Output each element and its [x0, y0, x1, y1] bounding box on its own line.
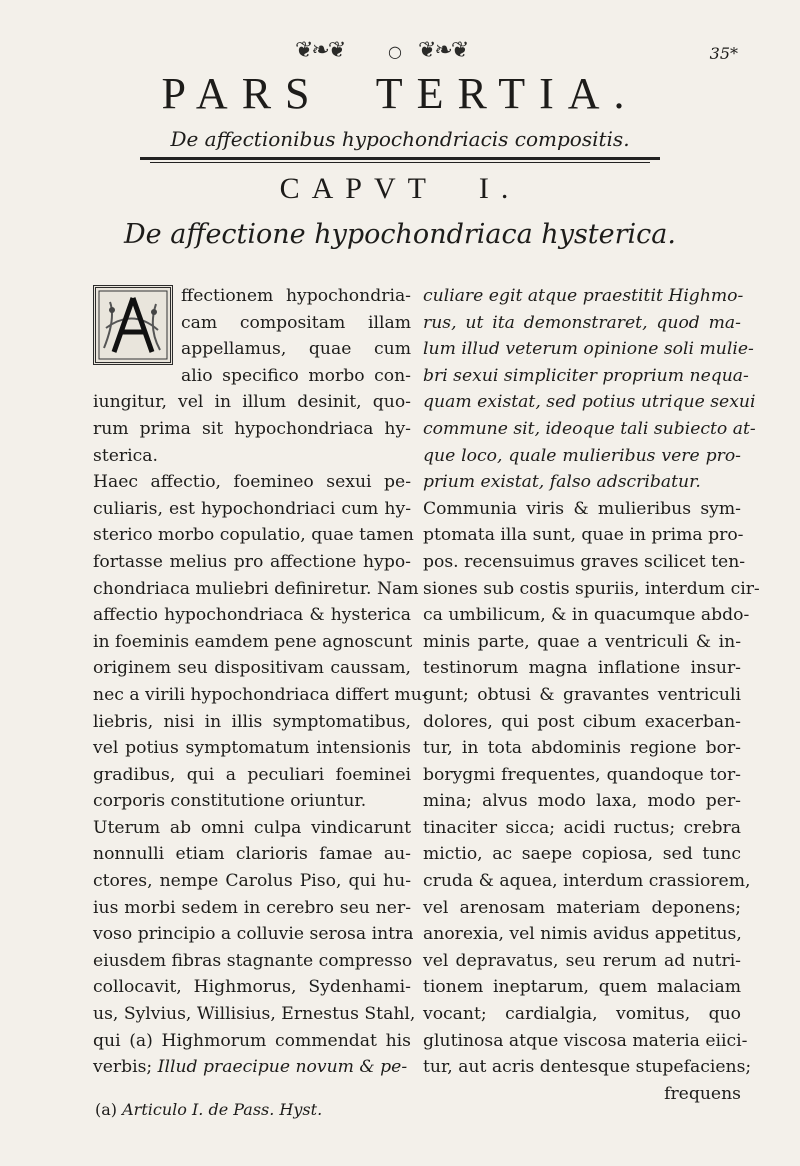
text-line: cruda & aquea, interdum crassiorem,: [423, 871, 751, 892]
text-line: vel arenosam materiam deponens;: [423, 897, 741, 918]
text-line: commune sit, ideoque tali subiecto at-: [423, 418, 756, 439]
text-line: vocant; cardialgia, vomitus, quo: [423, 1004, 741, 1025]
right-column-text: [423, 283, 760, 1107]
text-line: lum illud veterum opinione soli mulie-: [423, 339, 754, 360]
text-line: originem seu dispositivam caussam,: [93, 658, 411, 679]
text-line: ffectionem hypochondria-: [181, 286, 411, 306]
divider-rule-thick: [140, 157, 660, 160]
text-line: vel depravatus, seu rerum ad nutri-: [423, 950, 741, 971]
text-line: appellamus, quae cum: [181, 339, 411, 360]
text-line: Communia viris & mulieribus sym-: [423, 498, 741, 519]
text-line: ctores, nempe Carolus Piso, qui hu-: [93, 871, 411, 892]
chapter-heading: CAPVT I.: [279, 172, 521, 205]
text-line: tionem ineptarum, quem malaciam: [423, 977, 741, 998]
text-line: borygmi frequentes, quandoque tor-: [423, 764, 741, 785]
ornament-center-icon: ○: [388, 42, 400, 61]
text-line: tur, in tota abdominis regione bor-: [423, 738, 741, 759]
text-line: tinaciter sicca; acidi ructus; crebra: [423, 817, 741, 838]
text-line: anorexia, vel nimis avidus appetitus,: [423, 924, 742, 945]
text-line: voso principio a colluvie serosa intra: [93, 924, 414, 945]
ornament-right-icon: ❦❧❦: [418, 38, 468, 63]
text-line: sterica.: [93, 445, 158, 466]
text-line: mina; alvus modo laxa, modo per-: [423, 791, 741, 812]
text-line: vel potius symptomatum intensionis: [93, 738, 411, 759]
text-line: collocavit, Highmorus, Sydenhami-: [93, 977, 411, 998]
text-line: culiaris, est hypochondriaci cum hy-: [93, 498, 411, 519]
text-line: iungitur, vel in illum desinit, quo-: [93, 392, 411, 413]
ornament-left-icon: ❦❧❦: [295, 38, 345, 63]
text-line: sterico morbo copulatio, quae tamen: [93, 525, 414, 546]
text-line: tur, aut acris dentesque stupefaciens;: [423, 1057, 752, 1078]
text-line: nec a virili hypochondriaca differt mu-: [93, 684, 428, 705]
text-line: gradibus, qui a peculiari foeminei: [93, 764, 411, 785]
text-line: ius morbi sedem in cerebro seu ner-: [93, 897, 411, 918]
text-column-right: [423, 283, 760, 1107]
text-line: affectio hypochondriaca & hysterica: [93, 605, 411, 626]
part-title: PARS TERTIA.: [161, 69, 639, 118]
text-line: testinorum magna inflatione insur-: [423, 658, 741, 679]
text-line: frequens: [664, 1083, 741, 1104]
text-line: gunt; obtusi & gravantes ventriculi: [423, 684, 741, 705]
text-line: que loco, quale mulieribus vere pro-: [423, 445, 741, 466]
text-line: nonnulli etiam clarioris famae au-: [93, 844, 411, 865]
page-number: 35*: [709, 44, 738, 63]
divider-rule-thin: [150, 162, 650, 163]
text-line: us, Sylvius, Willisius, Ernestus Stahl,: [93, 1004, 416, 1025]
text-line: culiare egit atque praestitit Highmo-: [423, 286, 744, 306]
text-line: chondriaca muliebri definiretur. Nam: [93, 578, 419, 599]
text-line: verbis; Illud praecipue novum & pe-: [93, 1057, 408, 1078]
text-line: qui (a) Highmorum commendat his: [93, 1030, 411, 1051]
text-line: prium existat, falso adscribatur.: [423, 472, 701, 493]
text-column-left: [93, 283, 428, 1081]
text-line: fortasse melius pro affectione hypo-: [93, 551, 411, 572]
text-line: corporis constitutione oriuntur.: [93, 791, 367, 812]
text-line: liebris, nisi in illis symptomatibus,: [93, 711, 411, 732]
text-line: bri sexui simpliciter proprium nequa-: [423, 365, 749, 386]
decorated-initial-icon: [93, 285, 173, 365]
text-line: eiusdem fibras stagnante compresso: [93, 950, 413, 971]
text-line: minis parte, quae a ventriculi & in-: [423, 631, 741, 652]
header-ornaments: [0, 38, 800, 68]
text-line: Uterum ab omni culpa vindicarunt: [93, 817, 411, 838]
text-line: rum prima sit hypochondriaca hy-: [93, 418, 411, 439]
text-line: Haec affectio, foemineo sexui pe-: [93, 472, 411, 493]
text-line: rus, ut ita demonstraret, quod ma-: [423, 312, 741, 333]
text-line: ptomata illa sunt, quae in prima pro-: [423, 525, 744, 546]
left-column-text: [93, 283, 428, 1081]
footnote: (a) Articulo I. de Pass. Hyst.: [95, 1100, 323, 1119]
text-line: glutinosa atque viscosa materia eiici-: [423, 1030, 748, 1051]
text-line: in foeminis eamdem pene agnoscunt: [93, 631, 413, 652]
text-line: cam compositam illam: [181, 312, 411, 333]
text-line: quam existat, sed potius utrique sexui: [423, 392, 756, 413]
part-subtitle: De affectionibus hypochondriacis compositis.: [170, 127, 630, 151]
text-line: siones sub costis spuriis, interdum cir-: [423, 578, 760, 599]
text-line: ca umbilicum, & in quacumque abdo-: [423, 605, 750, 626]
text-line: mictio, ac saepe copiosa, sed tunc: [423, 844, 741, 865]
text-line: dolores, qui post cibum exacerban-: [423, 711, 741, 732]
chapter-subheading: De affectione hypochondriaca hysterica.: [124, 219, 676, 250]
text-line: alio specifico morbo con-: [181, 365, 411, 386]
text-line: pos. recensuimus graves scilicet ten-: [423, 551, 746, 572]
